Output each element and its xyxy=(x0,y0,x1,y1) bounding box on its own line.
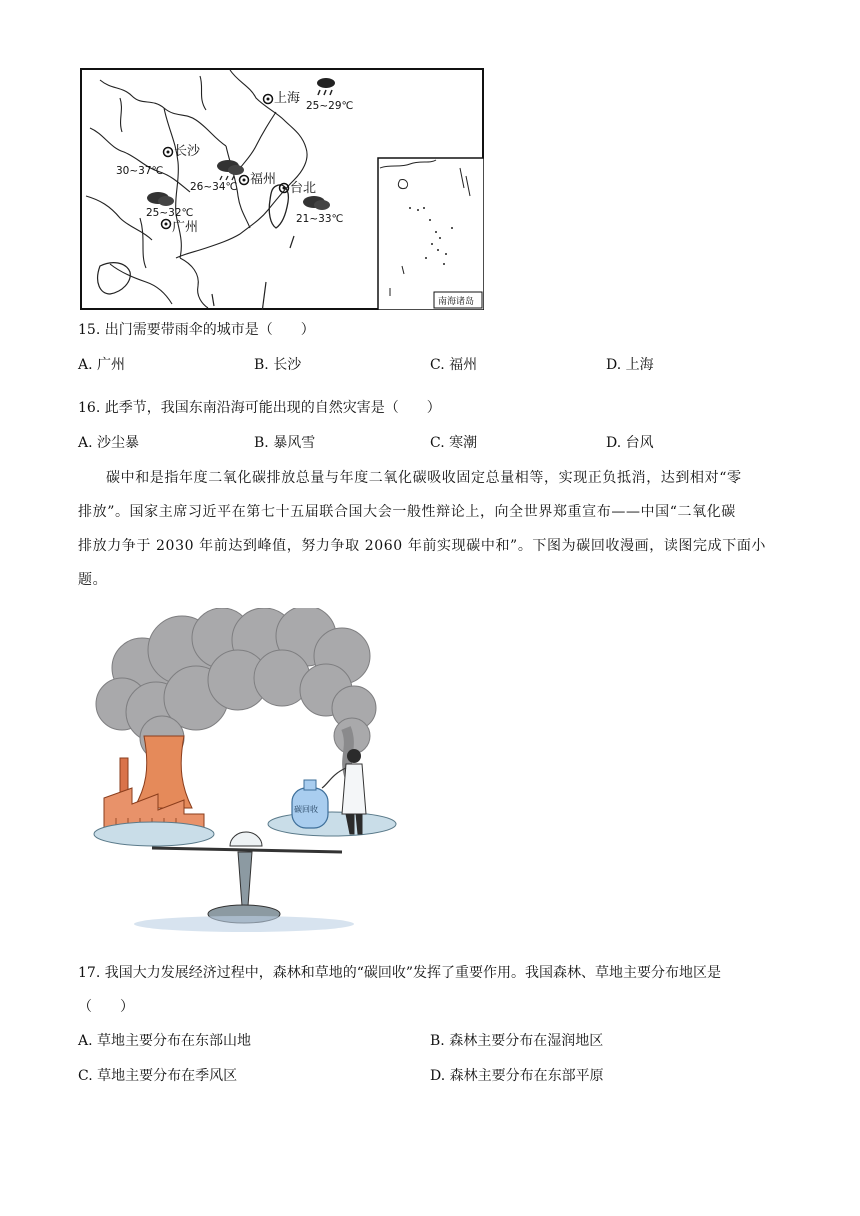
passage-line-4: 题。 xyxy=(78,572,108,588)
hose xyxy=(322,768,346,788)
city-name-fuzhou: 福州 xyxy=(250,172,277,187)
city-name-shanghai: 上海 xyxy=(274,91,301,106)
city-temp-taipei: 21~33℃ xyxy=(296,213,344,225)
scale-dial xyxy=(230,832,262,846)
scale-shadow xyxy=(134,916,354,932)
q17-stem-line-2: （ ） xyxy=(78,999,134,1015)
smoke-cloud xyxy=(96,608,376,760)
scale-pan-right xyxy=(268,812,396,836)
scale-beam xyxy=(152,848,342,852)
city-temp-changsha: 30~37℃ xyxy=(116,165,164,177)
scale-pan-left xyxy=(94,822,214,846)
city-name-taipei: 台北 xyxy=(290,181,317,196)
inset-frame xyxy=(378,158,484,310)
person-coat xyxy=(342,764,366,814)
city-name-changsha: 长沙 xyxy=(174,144,201,159)
q16-stem: 16. 此季节，我国东南沿海可能出现的自然灾害是（ ） xyxy=(78,400,441,416)
passage-line-1: 碳中和是指年度二氧化碳排放总量与年度二氧化碳吸收固定总量相等，实现正负抵消，达到相对“零 xyxy=(106,470,742,486)
q16-option-b[interactable]: B. 暴风雪 xyxy=(254,435,316,451)
q17-option-a[interactable]: A. 草地主要分布在东部山地 xyxy=(78,1033,252,1049)
q17-option-b[interactable]: B. 森林主要分布在湿润地区 xyxy=(430,1033,604,1049)
passage-line-3: 排放力争于 2030 年前达到峰值，努力争取 2060 年前实现碳中和”。下图为碳回收漫画，读图完成下面小 xyxy=(78,538,767,554)
q16-option-d[interactable]: D. 台风 xyxy=(606,435,654,451)
city-temp-fuzhou: 26~34℃ xyxy=(190,181,238,193)
q16-option-a[interactable]: A. 沙尘暴 xyxy=(78,435,140,451)
carbon-tank-valve xyxy=(304,780,316,790)
q15-option-c[interactable]: C. 福州 xyxy=(430,357,478,373)
q17-option-d[interactable]: D. 森林主要分布在东部平原 xyxy=(430,1068,604,1084)
q15-option-a[interactable]: A. 广州 xyxy=(78,357,126,373)
person-head xyxy=(347,749,361,763)
q15-stem: 15. 出门需要带雨伞的城市是（ ） xyxy=(78,322,315,338)
cartoon-svg xyxy=(92,608,402,938)
carbon-tank-label: 碳回收 xyxy=(294,805,318,814)
q15-option-b[interactable]: B. 长沙 xyxy=(254,357,302,373)
city-temp-guangzhou: 25~32℃ xyxy=(146,207,194,219)
scale-post xyxy=(238,852,252,906)
city-name-guangzhou: 广州 xyxy=(172,220,199,235)
carbon-recycle-cartoon xyxy=(92,608,402,938)
q16-option-c[interactable]: C. 寒潮 xyxy=(430,435,478,451)
city-temp-shanghai: 25~29℃ xyxy=(306,100,354,112)
passage-line-2: 排放”。国家主席习近平在第七十五届联合国大会一般性辩论上，向全世界郑重宣布——中国“二氧化碳 xyxy=(78,504,736,520)
q17-option-c[interactable]: C. 草地主要分布在季风区 xyxy=(78,1068,238,1084)
q17-stem-line-1: 17. 我国大力发展经济过程中，森林和草地的“碳回收”发挥了重要作用。我国森林、草地主要分布地区是 xyxy=(78,965,722,981)
weather-map xyxy=(80,68,484,310)
inset-label: 南海诸岛 xyxy=(438,297,475,307)
q15-option-d[interactable]: D. 上海 xyxy=(606,357,654,373)
map-svg xyxy=(80,68,484,310)
